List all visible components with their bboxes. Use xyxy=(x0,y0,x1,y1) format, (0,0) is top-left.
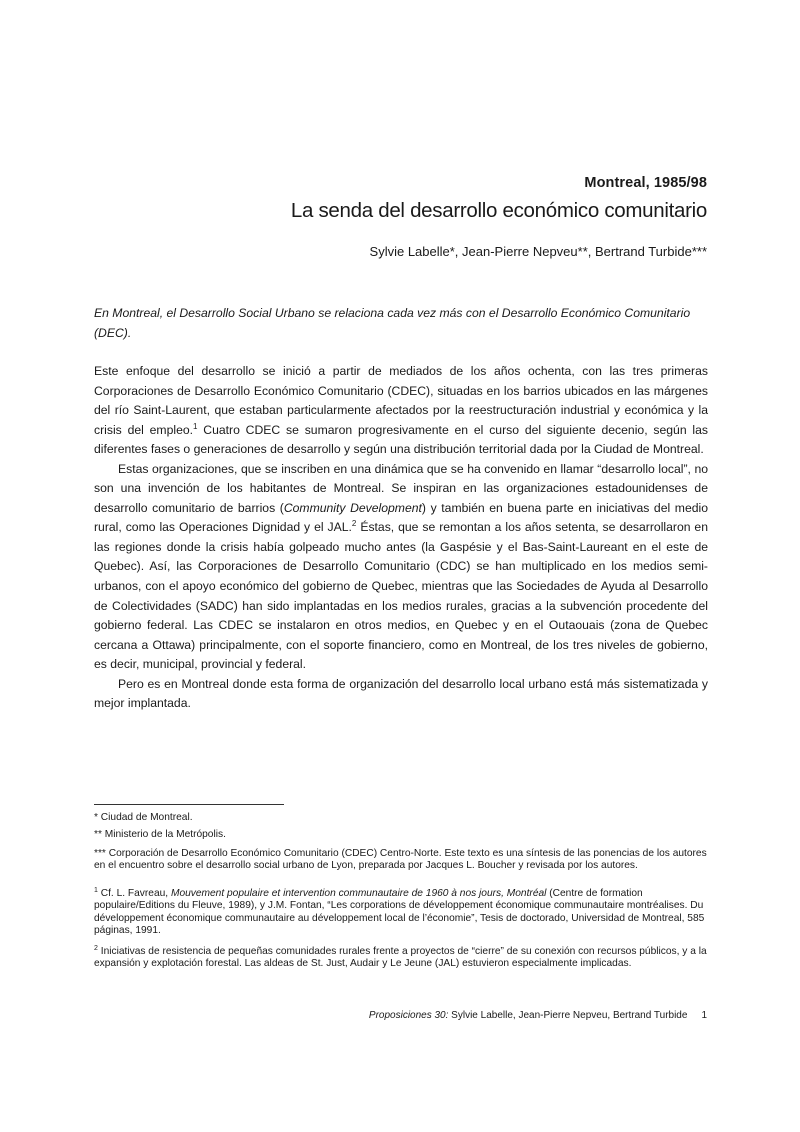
footnote-2-text: Iniciativas de resistencia de pequeñas comunidades rurales frente a proyectos de “cierre” de su conexión con recursos públicos, y a la expansión y explotación forestal. Las aldeas de St. Just, Audair y Le Jeune (JAL) estuvieron especialmente implicadas. xyxy=(94,946,707,970)
paragraph-2 xyxy=(94,460,708,675)
footnote-2-number: 2 xyxy=(94,945,98,952)
footnote-1-text-b: (Centre de formation populaire/Editions du Fleuve, 1989), y J.M. Fontan, “Les corporations de développement économique communautaire montréalises. Du développement économique communautaire au développement local de l’économie”, Tesis de doctorado, Universidad de Montreal, 585 páginas, 1991. xyxy=(94,888,705,937)
paragraph-2-text-b: ) y también en buena parte en iniciativas del medio rural, como las Operaciones Dignidad y el JAL. xyxy=(94,500,709,535)
article-authors: Sylvie Labelle*, Jean-Pierre Nepveu**, Bertrand Turbide*** xyxy=(369,244,707,259)
footer-authors: Sylvie Labelle, Jean-Pierre Nepveu, Bertrand Turbide xyxy=(448,1010,688,1021)
paragraph-2-text-c: Éstas, que se remontan a los años setenta, se desarrollaron en las regiones donde la crisis había golpeado mucho antes (la Gaspésie y el Bas-Saint-Laureant en el este de Quebec). Así, las Corporaciones de Desarrollo Comunitario (CDC) se han multiplicado en los medios semi-urbanos, con el apoyo económico del gobierno de Quebec, mientras que las Sociedades de Ayuda al Desarrollo de Colectividades (SADC) han sido implantadas en los medios rurales, gracias a la subvención procedente del gobierno federal. Las CDEC se instalaron en otros medios, en Quebec y en el Outaouais (zona de Quebec cercana a Ottawa) principalmente, con el soporte financiero, como en Montreal, de los tres niveles de gobierno, es decir, municipal, provincial y federal. xyxy=(94,520,708,672)
footnote-ref-2: 2 xyxy=(351,519,357,529)
page-number: 1 xyxy=(701,1010,707,1021)
page-footer xyxy=(369,1010,707,1021)
paragraph-2-text-a: Estas organizaciones, que se inscriben en una dinámica que se ha convenido en llamar “desarrollo local”, no son una invención de los habitantes de Montreal. Se inspiran en las organizaciones estadounidenses de desarrollo comunitario de barrios ( xyxy=(94,461,708,515)
paragraph-3: Pero es en Montreal donde esta forma de organización del desarrollo local urbano está más sistematizada y mejor implantada. xyxy=(94,676,708,711)
footnote-1-emphasis: Mouvement populaire et intervention communautaire de 1960 à nos jours, Montréal xyxy=(170,888,547,899)
paragraph-1-text-b: Cuatro CDEC se sumaron progresivamente en el curso del siguiente decenio, según las diferentes fases o generaciones de desarrollo y según una distribución territorial dada por la Ciudad de Montreal. xyxy=(94,422,708,457)
footnote-divider xyxy=(94,804,284,805)
paragraph-2-emphasis: Community Development xyxy=(283,500,422,515)
footnote-author-3: *** Corporación de Desarrollo Económico Comunitario (CDEC) Centro-Norte. Este texto es una síntesis de las ponencias de los autores en el encuentro sobre el desarrollo social urbano de Lyon, preparada por Jacques L. Boucher y revisada por los autores. xyxy=(94,848,707,872)
footnote-author-1: * Ciudad de Montreal. xyxy=(94,812,193,823)
footnote-1-text-a: Cf. L. Favreau, xyxy=(97,888,171,899)
abstract: En Montreal, el Desarrollo Social Urbano se relaciona cada vez más con el Desarrollo Económico Comunitario (DEC). xyxy=(94,306,691,340)
footnote-author-2: ** Ministerio de la Metrópolis. xyxy=(94,829,226,840)
body-text xyxy=(94,362,708,714)
footnote-2 xyxy=(94,946,708,971)
paragraph-1 xyxy=(94,362,708,460)
footer-journal: Proposiciones 30: xyxy=(368,1010,449,1021)
footnote-1 xyxy=(94,888,708,938)
footnote-ref-1: 1 xyxy=(193,421,198,431)
footnote-1-number: 1 xyxy=(94,887,98,894)
article-title: La senda del desarrollo económico comunitario xyxy=(290,199,707,222)
article-supertitle: Montreal, 1985/98 xyxy=(584,175,707,191)
paragraph-1-text-a: Este enfoque del desarrollo se inició a partir de mediados de los años ochenta, con las tres primeras Corporaciones de Desarrollo Económico Comunitario (CDEC), situadas en los barrios ubicados en las márgenes del río Saint-Laurent, que estaban particularmente afectados por la reestructuración industrial y económica y la crisis del empleo. xyxy=(94,364,708,437)
